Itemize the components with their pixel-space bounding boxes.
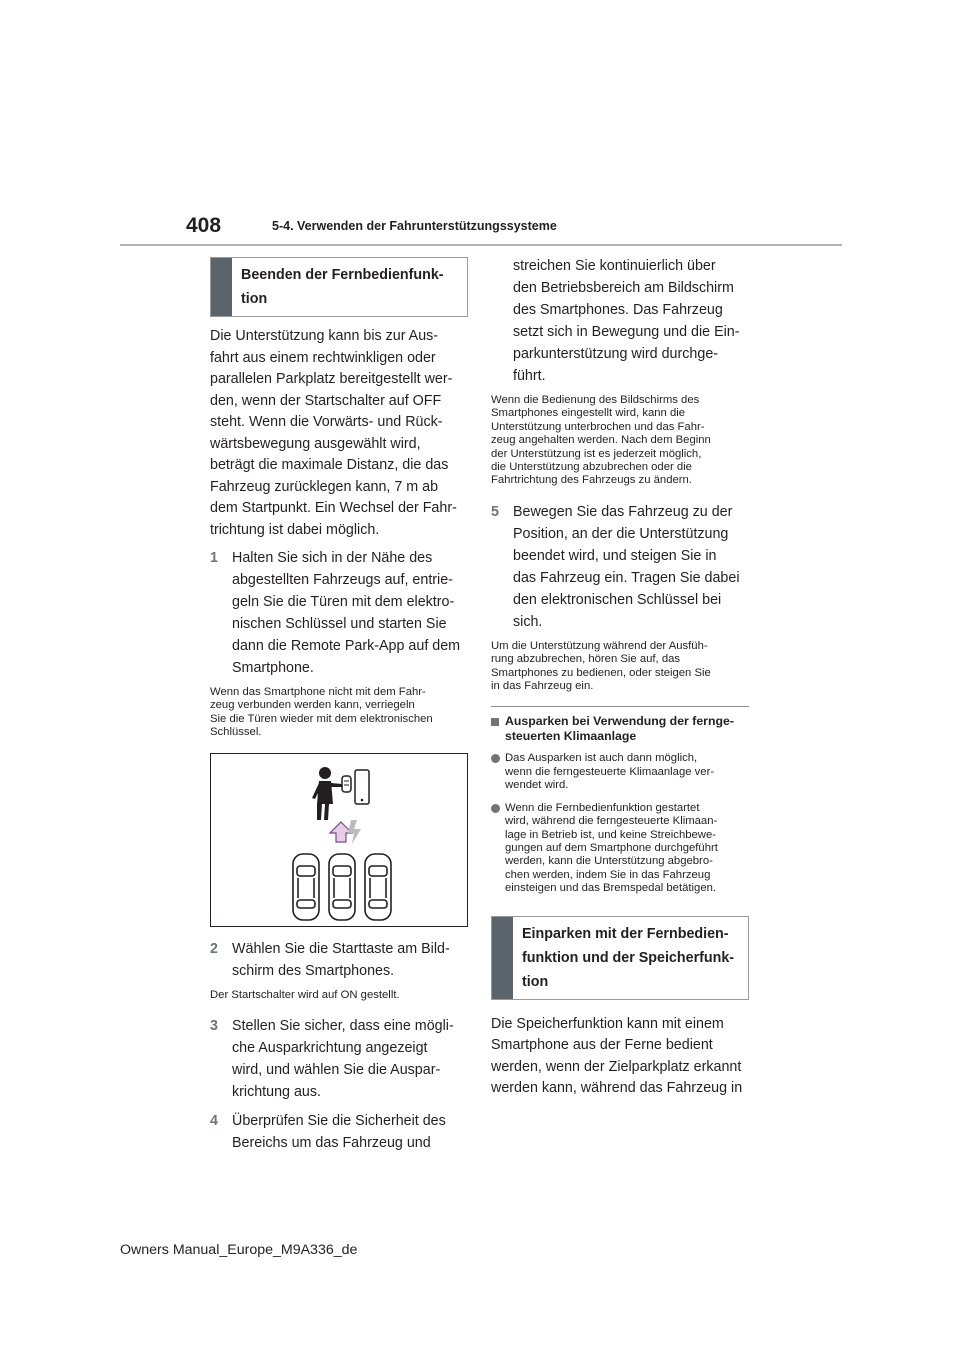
line: Unterstützung unterbrochen und das Fahr- (491, 420, 705, 433)
note-2 (210, 989, 468, 1002)
subheading-text (505, 714, 734, 743)
line: Bewegen Sie das Fahrzeug zu der (513, 503, 733, 520)
line: Smartphones eingestellt wird, kann die (491, 407, 686, 420)
line: lage in Betrieb ist, und keine Streichbewe- (505, 828, 716, 841)
line: parallelen Parkplatz bereitgestellt wer- (210, 371, 453, 387)
line: Um die Unterstützung während der Ausfüh- (491, 639, 708, 652)
line: sich. (513, 613, 543, 630)
line: führt. (513, 368, 546, 384)
heading-text (513, 917, 742, 999)
car-icon-left (293, 854, 319, 920)
line: beträgt die maximale Distanz, die das (210, 457, 449, 473)
heading-text (232, 258, 452, 316)
subheading-climate (491, 714, 749, 743)
step-indent (491, 255, 513, 387)
line: Überprüfen Sie die Sicherheit des (232, 1113, 446, 1130)
line: den elektronischen Schlüssel bei (513, 591, 722, 608)
right-column (491, 255, 749, 1106)
line: dann die Remote Park-App auf dem (232, 638, 461, 654)
memory-paragraph (491, 1014, 749, 1100)
line: das Fahrzeug ein. Tragen Sie dabei (513, 569, 740, 586)
line: Stellen Sie sicher, dass eine mögli- (232, 1018, 454, 1035)
page-number: 408 (186, 214, 222, 237)
step-number: 5 (491, 503, 499, 520)
line: Wenn die Bedienung des Bildschirms des (491, 394, 700, 406)
left-column (210, 257, 468, 1161)
line: Smartphone aus der Ferne bedient (491, 1037, 713, 1054)
line: Ausparken bei Verwendung der fernge- (505, 714, 734, 729)
line: setzt sich in Bewegung und die Ein- (513, 324, 740, 340)
line: zeug verbunden werden kann, verriegeln (210, 699, 415, 712)
line: Wenn das Smartphone nicht mit dem Fahr- (210, 686, 426, 698)
line: Die Unterstützung kann bis zur Aus- (210, 328, 439, 344)
step-4-continued (491, 255, 749, 387)
step-text (232, 547, 468, 679)
note-4 (491, 640, 749, 694)
line: geln Sie die Türen mit dem elektro- (232, 594, 455, 610)
step-4 (210, 1110, 468, 1154)
bullet-item-1 (491, 752, 749, 792)
line: Der Startschalter wird auf ON gestellt. (210, 988, 400, 1001)
step-1 (210, 547, 468, 679)
line: der Unterstützung ist es jederzeit möglich, (491, 447, 702, 460)
car-icon-right (365, 854, 391, 920)
remote-park-illustration (210, 753, 468, 927)
heading-bar (492, 917, 513, 999)
line: Wählen Sie die Starttaste am Bild- (232, 940, 450, 957)
line: werden, kann die Unterstützung abgebro- (505, 855, 713, 868)
line: wenn die ferngesteuerte Klimaanlage ver- (505, 765, 715, 778)
line: Wenn die Fernbedienfunktion gestartet (505, 801, 700, 814)
line: einsteigen und das Bremspedal betätigen. (505, 882, 717, 895)
step-3 (210, 1015, 468, 1103)
line: werden, wenn der Zielparkplatz erkannt (491, 1058, 742, 1075)
line: parkunterstützung wird durchge- (513, 346, 719, 362)
line: steht. Wenn die Vorwärts- und Rück- (210, 414, 443, 430)
heading-bar (211, 258, 232, 316)
square-bullet-icon (491, 718, 499, 726)
line: fahrt aus einem rechtwinkligen oder (210, 349, 436, 366)
illustration-svg (211, 754, 467, 926)
footer-text: Owners Manual_Europe_M9A336_de (120, 1242, 358, 1258)
line: tion (241, 291, 268, 307)
line: trichtung ist dabei möglich. (210, 521, 380, 538)
step-5 (491, 501, 749, 633)
line: Position, an der die Unterstützung (513, 525, 729, 542)
line: Die Speicherfunktion kann mit einem (491, 1015, 724, 1032)
step-text (513, 501, 749, 633)
line: che Ausparkrichtung angezeigt (232, 1040, 428, 1057)
smartphone-icon (355, 770, 369, 804)
line: funktion und der Speicherfunk- (522, 949, 735, 966)
step-text (232, 938, 468, 982)
person-icon (312, 767, 342, 820)
line: zeug angehalten werden. Nach dem Beginn (491, 434, 711, 447)
line: schirm des Smartphones. (232, 962, 395, 979)
line: in das Fahrzeug ein. (491, 680, 594, 693)
line: wärtsbewegung ausgewählt wird, (210, 435, 421, 452)
line: wird, und wählen Sie die Auspar- (232, 1062, 441, 1079)
step-text (232, 1015, 468, 1103)
divider (491, 706, 749, 707)
step-number: 1 (210, 550, 218, 566)
section-title: 5-4. Verwenden der Fahrunterstützungssysteme (272, 219, 557, 233)
line: Smartphones zu bedienen, oder steigen Sie (491, 666, 711, 679)
line: des Smartphones. Das Fahrzeug (513, 302, 723, 318)
step-number: 3 (210, 1018, 218, 1035)
bullet-dot-icon (491, 804, 500, 813)
line: rung abzubrechen, hören Sie auf, das (491, 653, 681, 666)
line: dem Startpunkt. Ein Wechsel der Fahr- (210, 500, 457, 516)
line: Beenden der Fernbedienfunk- (241, 267, 444, 283)
line: Einparken mit der Fernbedien- (522, 925, 729, 942)
note-1 (210, 686, 468, 740)
line: nischen Schlüssel und starten Sie (232, 616, 447, 632)
note-3 (491, 394, 749, 488)
bullet-text (505, 752, 714, 792)
line: den Betriebsbereich am Bildschirm (513, 280, 734, 296)
line: Fahrzeug zurücklegen kann, 7 m ab (210, 478, 439, 495)
line: Bereichs um das Fahrzeug und (232, 1135, 431, 1152)
bullet-dot-icon (491, 754, 500, 763)
step-text (513, 255, 749, 387)
line: Fahrtrichtung des Fahrzeugs zu ändern. (491, 474, 692, 487)
line: streichen Sie kontinuierlich über (513, 258, 716, 274)
line: beendet wird, und steigen Sie in (513, 547, 717, 564)
intro-paragraph (210, 326, 468, 541)
bullet-text (505, 802, 718, 896)
line: wird, während die ferngesteuerte Klimaan- (505, 815, 718, 828)
signal-bolt-icon (348, 820, 361, 844)
line: chen werden, indem Sie in das Fahrzeug (505, 868, 711, 881)
car-icon-center (329, 854, 355, 920)
line: die Unterstützung abzubrechen oder die (491, 461, 692, 474)
line: Schlüssel. (210, 726, 262, 739)
line: tion (522, 973, 549, 990)
step-number: 4 (210, 1113, 218, 1130)
bullet-item-2 (491, 802, 749, 896)
line: werden kann, während das Fahrzeug in (491, 1080, 743, 1097)
line: krichtung aus. (232, 1084, 322, 1101)
line: wendet wird. (505, 779, 569, 792)
line: Das Ausparken ist auch dann möglich, (505, 752, 698, 765)
line: Halten Sie sich in der Nähe des (232, 550, 433, 566)
heading-box-end-remote (210, 257, 468, 317)
line: abgestellten Fahrzeugs auf, entrie- (232, 572, 453, 588)
step-2 (210, 938, 468, 982)
step-text (232, 1110, 468, 1154)
header-rule (120, 244, 842, 246)
line: steuerten Klimaanlage (505, 728, 637, 743)
line: Sie die Türen wieder mit dem elektronischen (210, 712, 433, 725)
step-number: 2 (210, 940, 218, 957)
line: gungen auf dem Smartphone durchgeführt (505, 841, 718, 854)
line: Smartphone. (232, 660, 314, 676)
key-fob-icon (342, 776, 351, 792)
heading-box-memory (491, 916, 749, 1000)
line: den, wenn der Startschalter auf OFF (210, 392, 442, 409)
